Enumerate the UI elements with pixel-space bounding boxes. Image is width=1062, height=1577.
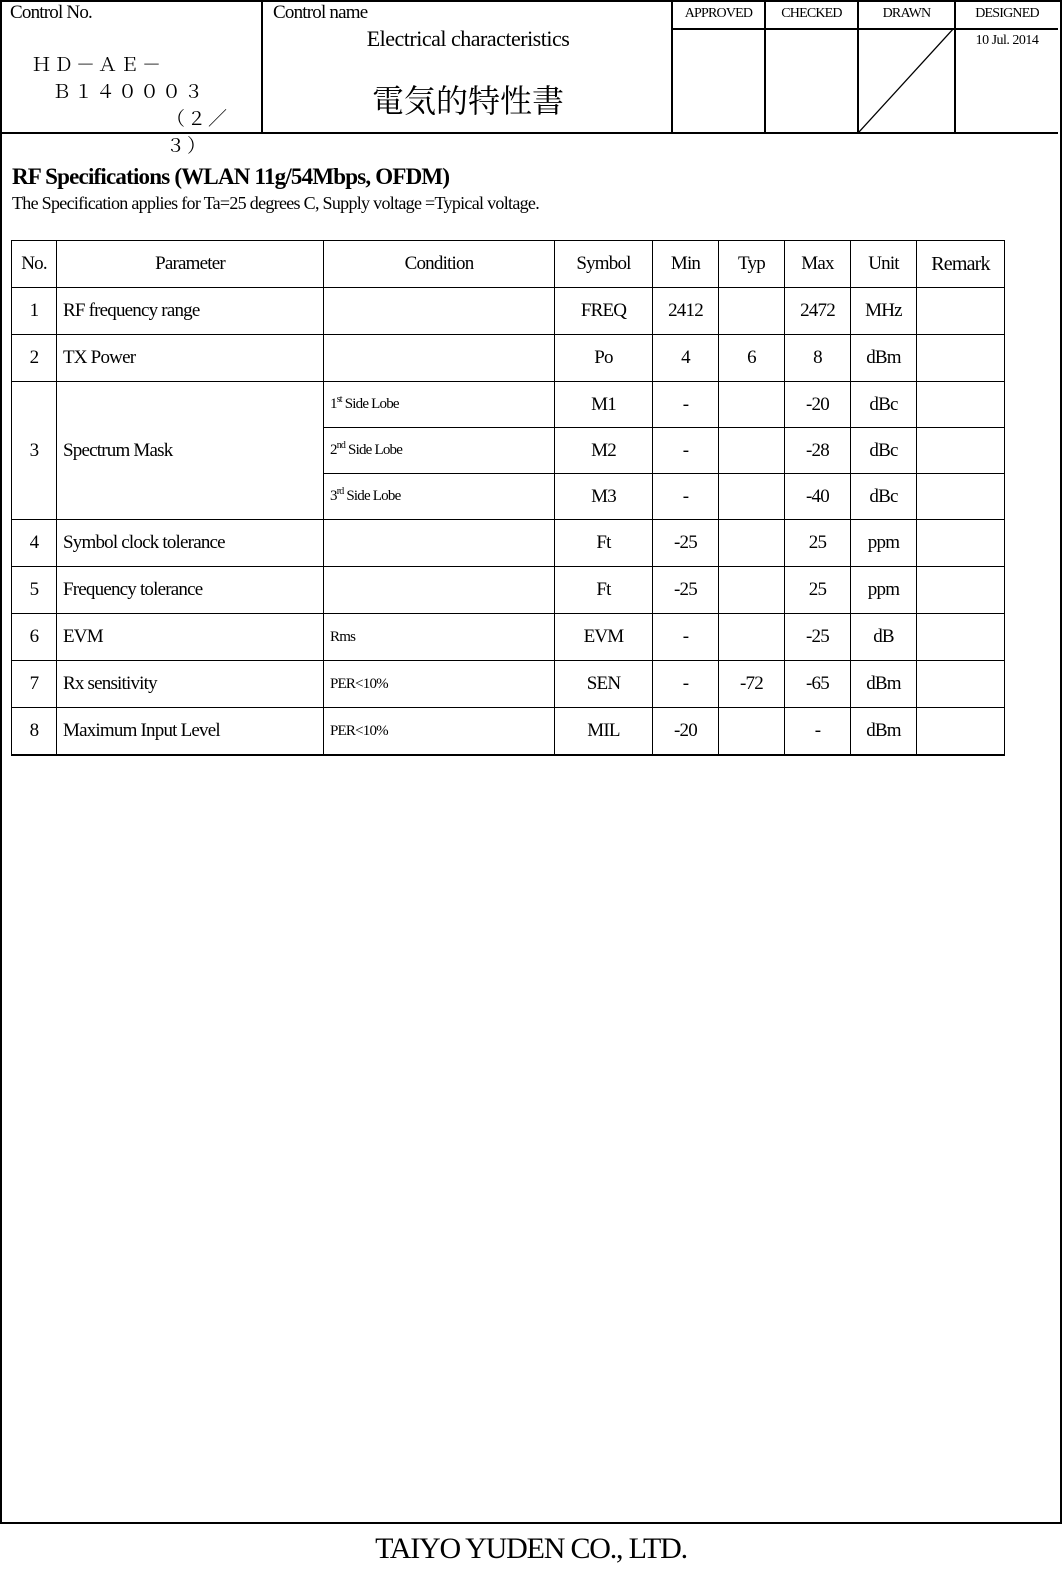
cell-parameter: Rx sensitivity bbox=[57, 661, 324, 708]
control-name-en: Electrical characteristics bbox=[366, 26, 570, 51]
cell-min: - bbox=[653, 382, 719, 428]
cell-unit: dBc bbox=[851, 382, 917, 428]
approval-value: 10 Jul. 2014 bbox=[975, 33, 1039, 48]
cell-min: - bbox=[653, 661, 719, 708]
cond-text: Side Lobe bbox=[345, 442, 403, 458]
cell-no: 2 bbox=[12, 335, 57, 382]
cond-ordinal: 1 bbox=[330, 396, 337, 412]
cell-parameter: Symbol clock tolerance bbox=[57, 520, 324, 567]
cell-remark bbox=[917, 661, 1005, 708]
cell-min: - bbox=[653, 428, 719, 474]
cell-max: -40 bbox=[785, 474, 851, 520]
cell-typ: 6 bbox=[719, 335, 785, 382]
cond-ordinal-suffix: st bbox=[336, 394, 342, 405]
table-row bbox=[12, 335, 1005, 382]
cell-parameter: Frequency tolerance bbox=[57, 567, 324, 614]
approval-title: APPROVED bbox=[673, 0, 764, 30]
cond-ordinal-suffix: nd bbox=[336, 440, 346, 451]
control-no-cell bbox=[0, 0, 263, 157]
cell-condition bbox=[324, 382, 555, 428]
table-row bbox=[12, 614, 1005, 661]
table-row bbox=[12, 520, 1005, 567]
cell-unit: MHz bbox=[851, 288, 917, 335]
cell-remark bbox=[917, 708, 1005, 756]
cell-remark bbox=[917, 288, 1005, 335]
company-name: TAIYO YUDEN CO., LTD. bbox=[375, 1532, 687, 1565]
cell-remark bbox=[917, 382, 1005, 428]
cell-typ: -72 bbox=[719, 661, 785, 708]
approval-title: CHECKED bbox=[766, 0, 857, 30]
approval-boxes bbox=[673, 0, 1058, 132]
table-row bbox=[12, 382, 1005, 428]
cell-max: -25 bbox=[785, 614, 851, 661]
table-row bbox=[12, 661, 1005, 708]
cell-remark bbox=[917, 335, 1005, 382]
cond-text: Side Lobe bbox=[343, 488, 401, 504]
cell-symbol: Po bbox=[555, 335, 653, 382]
cell-no: 4 bbox=[12, 520, 57, 567]
cell-no: 8 bbox=[12, 708, 57, 756]
cell-symbol: M1 bbox=[555, 382, 653, 428]
table-row bbox=[12, 288, 1005, 335]
cell-min: 2412 bbox=[653, 288, 719, 335]
cell-condition: Rms bbox=[324, 614, 555, 661]
col-header: Min bbox=[653, 241, 719, 288]
cell-min: - bbox=[653, 614, 719, 661]
col-header: Typ bbox=[719, 241, 785, 288]
table-row bbox=[12, 567, 1005, 614]
cell-symbol: MIL bbox=[555, 708, 653, 756]
cell-no: 3 bbox=[12, 382, 57, 520]
approval-value bbox=[673, 30, 764, 33]
cell-max: 25 bbox=[785, 520, 851, 567]
cell-max: -65 bbox=[785, 661, 851, 708]
cell-remark bbox=[917, 428, 1005, 474]
control-name-cell bbox=[263, 0, 673, 132]
cell-typ bbox=[719, 708, 785, 756]
cell-no: 5 bbox=[12, 567, 57, 614]
cell-max: 2472 bbox=[785, 288, 851, 335]
cell-condition bbox=[324, 520, 555, 567]
cell-symbol: M2 bbox=[555, 428, 653, 474]
cell-parameter: EVM bbox=[57, 614, 324, 661]
cell-condition bbox=[324, 288, 555, 335]
col-header: Condition bbox=[324, 241, 555, 288]
cell-condition bbox=[324, 474, 555, 520]
approval-drawn bbox=[859, 0, 956, 132]
strikeout-diagonal-icon bbox=[859, 28, 954, 132]
cell-unit: ppm bbox=[851, 567, 917, 614]
cell-max: - bbox=[785, 708, 851, 756]
cell-symbol: SEN bbox=[555, 661, 653, 708]
cell-no: 6 bbox=[12, 614, 57, 661]
table-row bbox=[12, 708, 1005, 756]
cell-condition bbox=[324, 335, 555, 382]
section-subtitle: The Specification applies for Ta=25 degrees C, Supply voltage =Typical voltage. bbox=[12, 193, 539, 213]
cell-unit: dBm bbox=[851, 708, 917, 756]
cell-typ bbox=[719, 382, 785, 428]
control-no-line1: ＨＤ－ＡＥ－ bbox=[32, 55, 165, 76]
cell-symbol: Ft bbox=[555, 567, 653, 614]
cell-remark bbox=[917, 474, 1005, 520]
cell-typ bbox=[719, 428, 785, 474]
cell-condition bbox=[324, 428, 555, 474]
cell-min: -25 bbox=[653, 567, 719, 614]
cell-unit: ppm bbox=[851, 520, 917, 567]
cell-typ bbox=[719, 614, 785, 661]
approval-title: DRAWN bbox=[859, 0, 954, 30]
cell-condition: PER<10% bbox=[324, 661, 555, 708]
cell-symbol: FREQ bbox=[555, 288, 653, 335]
col-header: Remark bbox=[917, 241, 1005, 288]
control-name-jp: 電気的特性書 bbox=[371, 82, 564, 120]
cell-unit: dBc bbox=[851, 474, 917, 520]
cell-typ bbox=[719, 520, 785, 567]
cell-min: 4 bbox=[653, 335, 719, 382]
cell-parameter: RF frequency range bbox=[57, 288, 324, 335]
col-header: Max bbox=[785, 241, 851, 288]
cell-min: -20 bbox=[653, 708, 719, 756]
approval-value bbox=[766, 30, 857, 33]
approval-approved bbox=[673, 0, 766, 132]
col-header: Parameter bbox=[57, 241, 324, 288]
cell-max: -20 bbox=[785, 382, 851, 428]
cell-no: 7 bbox=[12, 661, 57, 708]
table-header-row bbox=[12, 241, 1005, 288]
cell-min: - bbox=[653, 474, 719, 520]
cell-parameter: Maximum Input Level bbox=[57, 708, 324, 756]
cell-max: -28 bbox=[785, 428, 851, 474]
section-title: RF Specifications (WLAN 11g/54Mbps, OFDM) bbox=[12, 164, 450, 189]
cell-remark bbox=[917, 567, 1005, 614]
cell-max: 25 bbox=[785, 567, 851, 614]
control-no-label: Control No. bbox=[10, 2, 92, 23]
col-header: Unit bbox=[851, 241, 917, 288]
col-header: No. bbox=[12, 241, 57, 288]
cond-ordinal: 2 bbox=[330, 442, 337, 458]
cell-symbol: EVM bbox=[555, 614, 653, 661]
approval-designed bbox=[956, 0, 1058, 132]
cell-condition: PER<10% bbox=[324, 708, 555, 756]
cell-typ bbox=[719, 474, 785, 520]
cell-typ bbox=[719, 288, 785, 335]
cell-unit: dB bbox=[851, 614, 917, 661]
cell-remark bbox=[917, 520, 1005, 567]
cell-parameter: Spectrum Mask bbox=[57, 382, 324, 520]
cell-symbol: Ft bbox=[555, 520, 653, 567]
cond-text: Side Lobe bbox=[341, 396, 399, 412]
cell-condition bbox=[324, 567, 555, 614]
cell-max: 8 bbox=[785, 335, 851, 382]
approval-checked bbox=[766, 0, 859, 132]
col-header: Symbol bbox=[555, 241, 653, 288]
cell-unit: dBm bbox=[851, 661, 917, 708]
control-name-label: Control name bbox=[273, 2, 368, 23]
control-no-page: （２／３） bbox=[166, 109, 230, 157]
cell-min: -25 bbox=[653, 520, 719, 567]
spec-table bbox=[11, 240, 1005, 756]
title-block bbox=[0, 0, 1058, 157]
cell-symbol: M3 bbox=[555, 474, 653, 520]
cell-typ bbox=[719, 567, 785, 614]
control-no-line2: Ｂ１４０００３ bbox=[52, 82, 207, 103]
cell-parameter: TX Power bbox=[57, 335, 324, 382]
cell-remark bbox=[917, 614, 1005, 661]
approval-title: DESIGNED bbox=[956, 0, 1058, 30]
cell-no: 1 bbox=[12, 288, 57, 335]
cell-unit: dBm bbox=[851, 335, 917, 382]
cell-unit: dBc bbox=[851, 428, 917, 474]
cond-ordinal: 3 bbox=[330, 488, 337, 504]
cond-ordinal-suffix: rd bbox=[336, 486, 344, 497]
